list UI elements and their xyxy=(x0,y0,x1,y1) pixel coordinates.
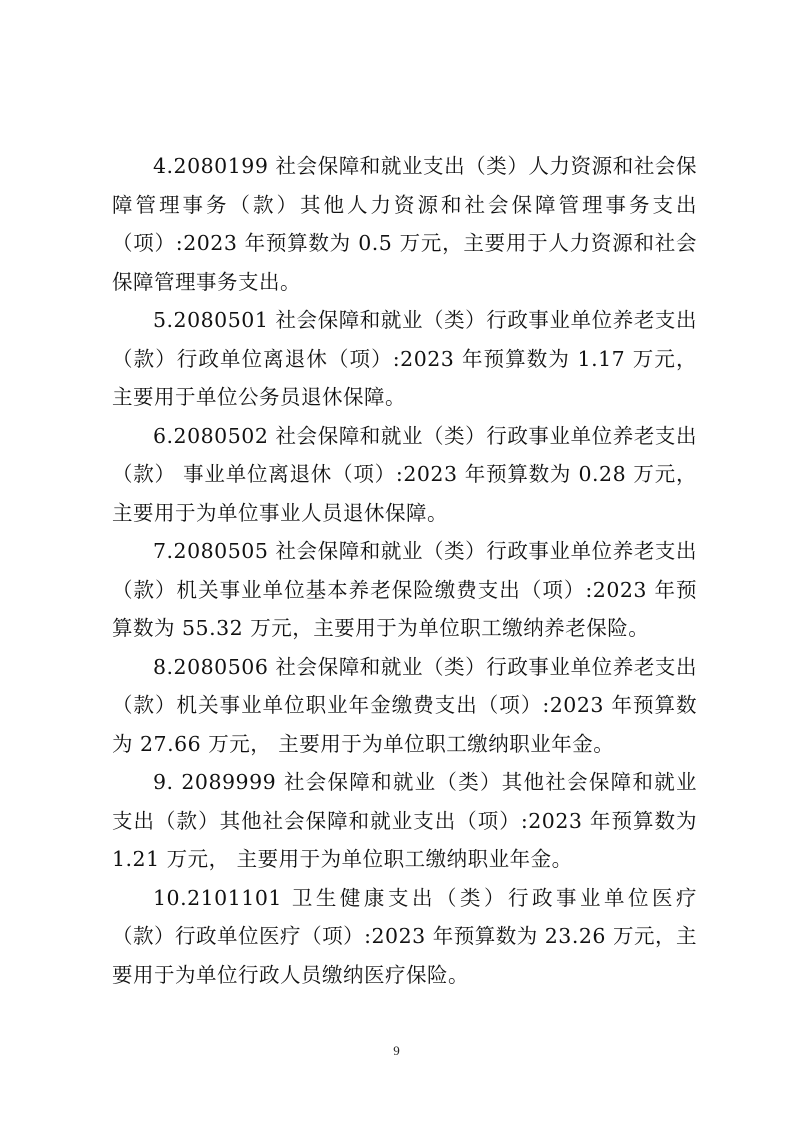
paragraph-item-10: 10.2101101 卫生健康支出（类）行政事业单位医疗（款）行政单位医疗（项）:2023 年预算数为 23.26 万元，主要用于为单位行政人员缴纳医疗保险。 xyxy=(112,885,697,987)
paragraph-item-4: 4.2080199 社会保障和就业支出（类）人力资源和社会保障管理事务（款）其他人力资源和社会保障管理事务支出（项）:2023 年预算数为 0.5 万元，主要用于人力资源和社会保障管理事务支出。 xyxy=(112,154,697,294)
paragraph-item-5: 5.2080501 社会保障和就业（类）行政事业单位养老支出（款）行政单位离退休（项）:2023 年预算数为 1.17 万元，主要用于单位公务员退休保障。 xyxy=(112,308,697,409)
paragraph-item-8: 8.2080506 社会保障和就业（类）行政事业单位养老支出（款）机关事业单位职业年金缴费支出（项）:2023 年预算数为 27.66 万元， 主要用于为单位职工缴纳职业年金。 xyxy=(112,654,697,756)
paragraph-item-9: 9. 2089999 社会保障和就业（类）其他社会保障和就业支出（款）其他社会保障和就业支出（项）:2023 年预算数为 1.21 万元， 主要用于为单位职工缴纳职业年金。 xyxy=(112,770,697,871)
paragraph-item-6: 6.2080502 社会保障和就业（类）行政事业单位养老支出（款） 事业单位离退休（项）:2023 年预算数为 0.28 万元，主要用于为单位事业人员退休保障。 xyxy=(112,423,697,525)
page-number: 9 xyxy=(393,1043,400,1058)
paragraph-item-7: 7.2080505 社会保障和就业（类）行政事业单位养老支出（款）机关事业单位基本养老保险缴费支出（项）:2023 年预算数为 55.32 万元，主要用于为单位职工缴纳养老保险。 xyxy=(112,539,697,640)
document-body xyxy=(112,147,697,994)
